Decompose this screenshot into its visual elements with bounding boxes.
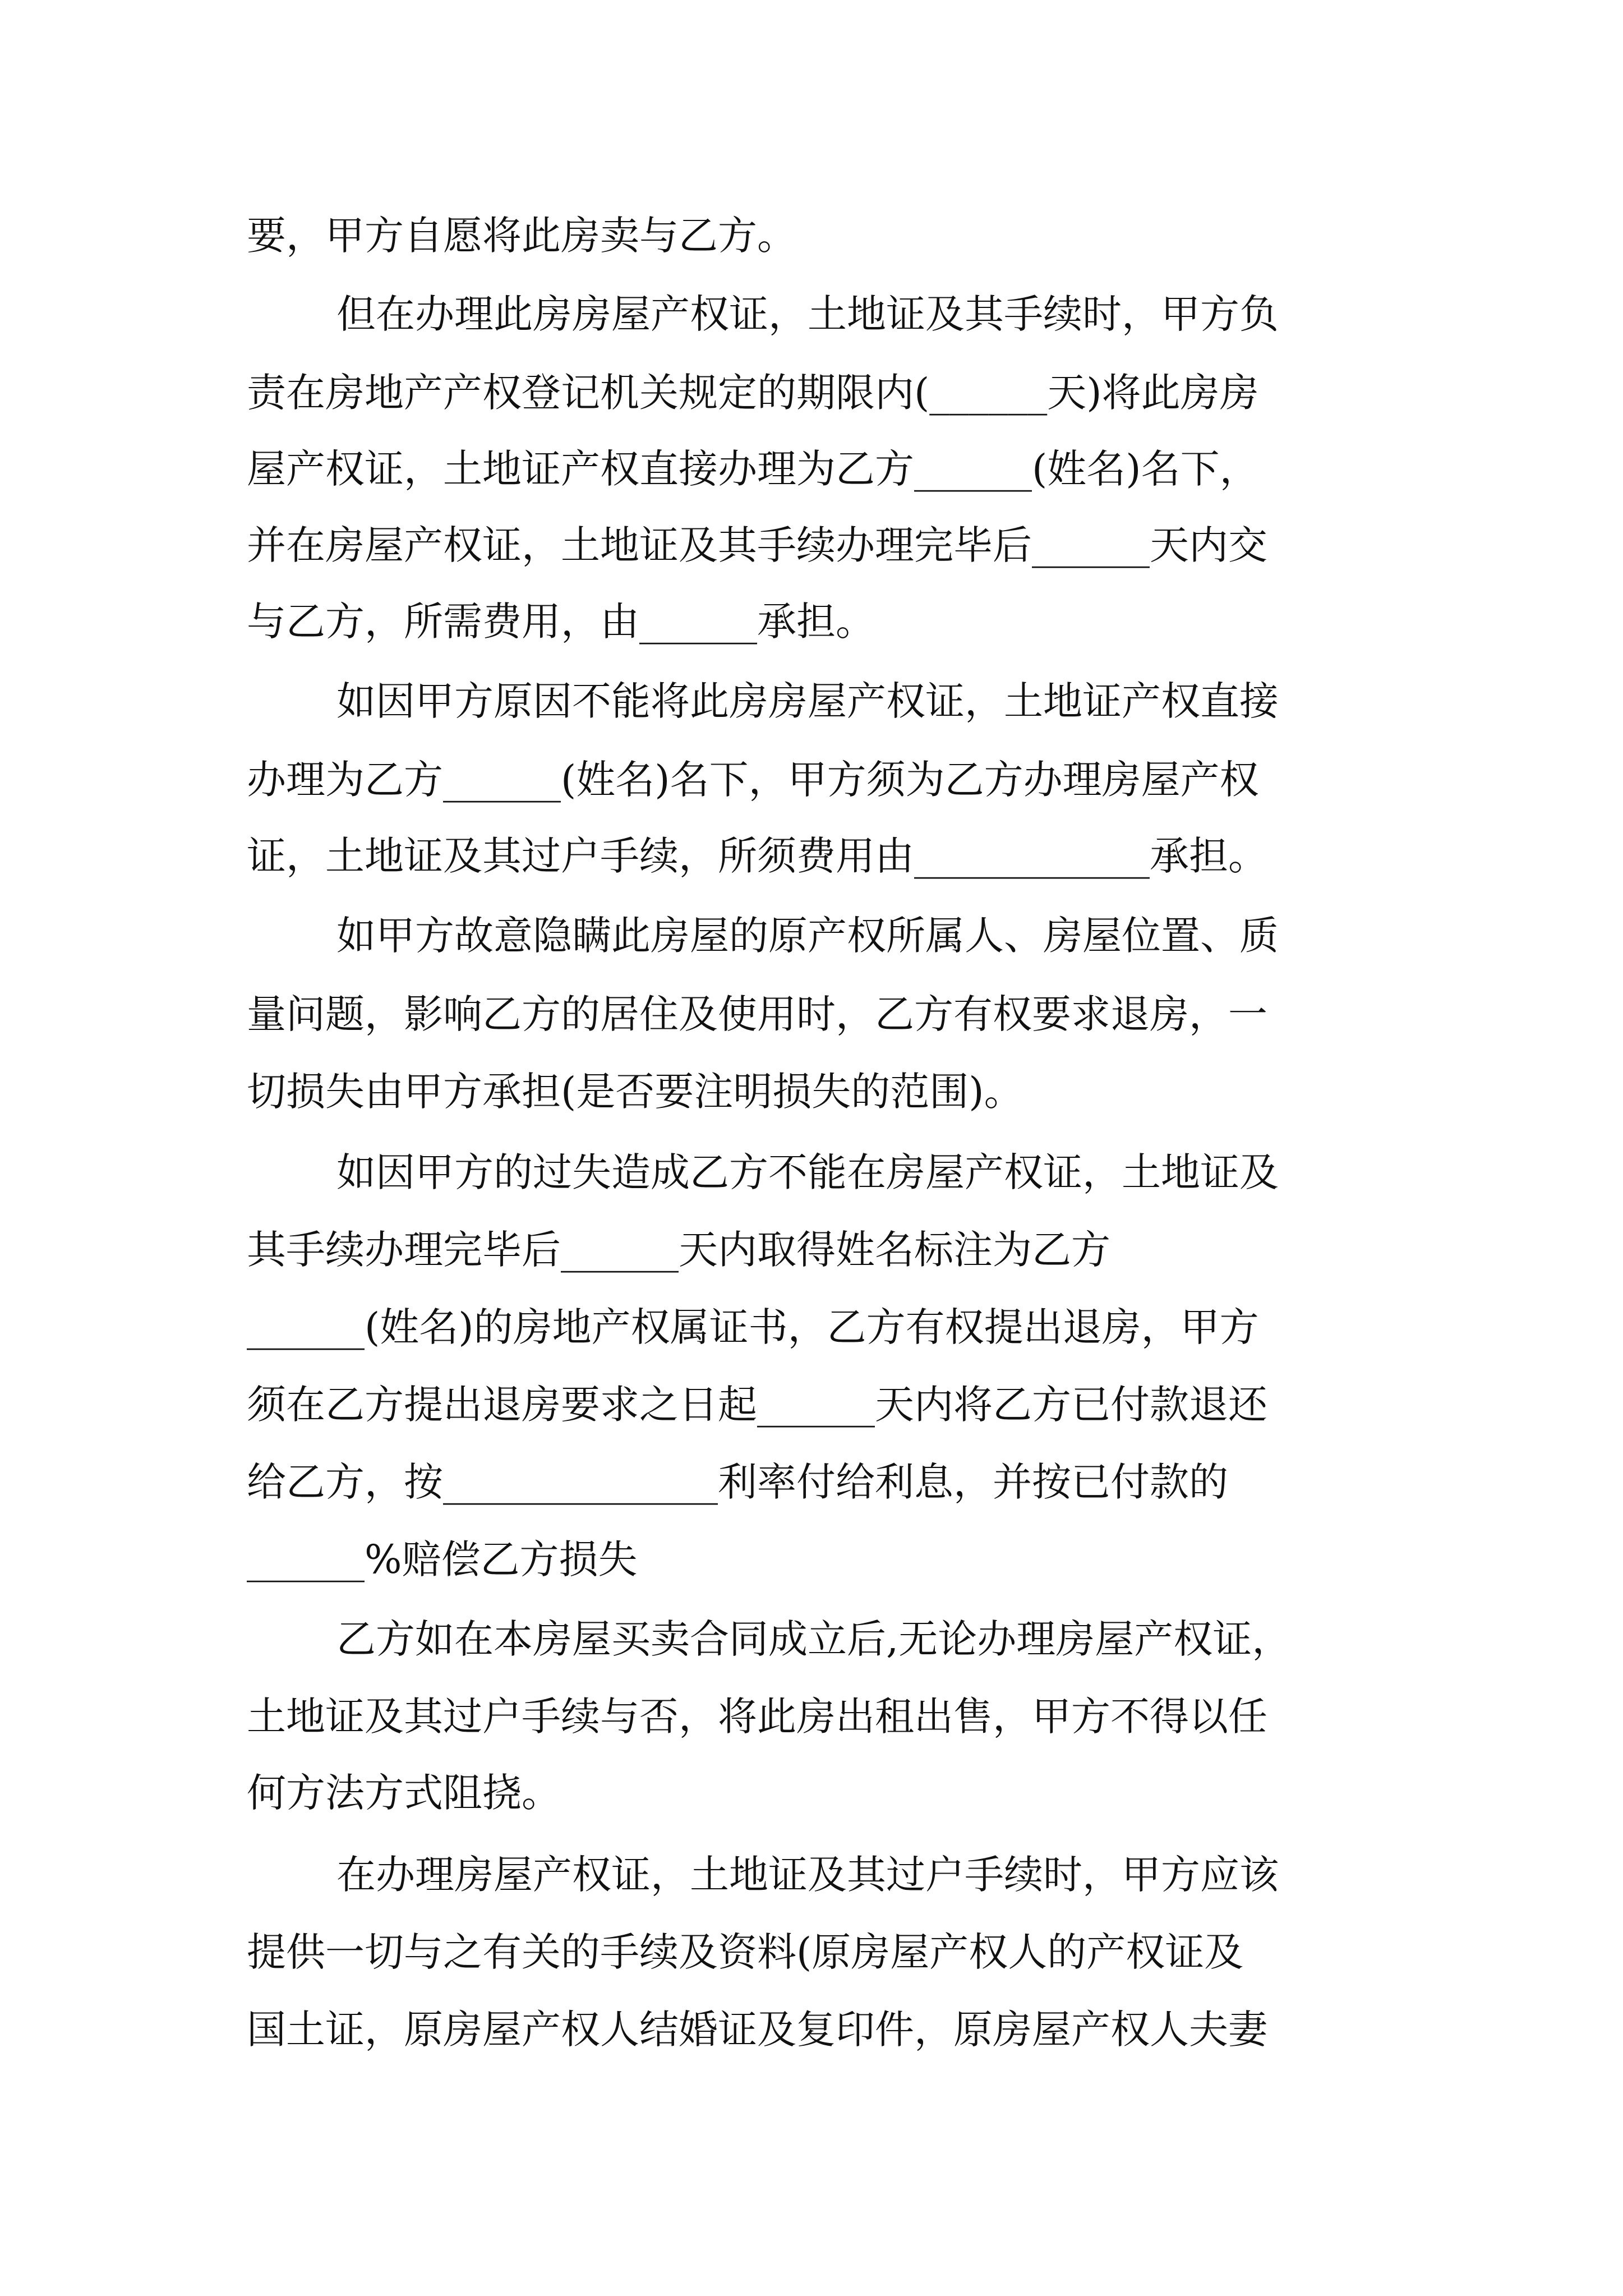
text-line: 土地证及其过户手续与否，将此房出租出售，甲方不得以任 [247, 1694, 1267, 1740]
text-line: 证，土地证及其过户手续，所须费用由____________承担。 [247, 833, 1267, 879]
text-line: 乙方如在本房屋买卖合同成立后,无论办理房屋产权证， [336, 1616, 1292, 1662]
text-line: 须在乙方提出退房要求之日起______天内将乙方已付款退还 [247, 1382, 1267, 1428]
text-line: 何方法方式阻挠。 [247, 1770, 561, 1816]
text-line: 提供一切与之有关的手续及资料(原房屋产权人的产权证及 [247, 1929, 1244, 1975]
text-line: ______%赔偿乙方损失 [247, 1536, 638, 1582]
text-line: 并在房屋产权证，土地证及其手续办理完毕后______天内交 [247, 522, 1267, 568]
text-line: 责在房地产产权登记机关规定的期限内(______天)将此房房 [247, 370, 1259, 416]
text-line: 但在办理此房房屋产权证，土地证及其手续时，甲方负 [336, 291, 1279, 337]
text-line: 如因甲方原因不能将此房房屋产权证，土地证产权直接 [336, 678, 1279, 724]
text-line: 其手续办理完毕后______天内取得姓名标注为乙方 [247, 1227, 1110, 1273]
text-line: 办理为乙方______(姓名)名下，甲方须为乙方办理房屋产权 [247, 757, 1259, 803]
text-line: 要，甲方自愿将此房卖与乙方。 [247, 213, 796, 259]
text-line: 国土证，原房屋产权人结婚证及复印件，原房屋产权人夫妻 [247, 2007, 1267, 2053]
text-line: 屋产权证，土地证产权直接办理为乙方______(姓名)名下， [247, 446, 1259, 492]
text-line: 切损失由甲方承担(是否要注明损失的范围)。 [247, 1069, 1023, 1115]
text-line: 与乙方，所需费用，由______承担。 [247, 599, 875, 645]
text-line: 量问题，影响乙方的居住及使用时，乙方有权要求退房，一 [247, 991, 1267, 1037]
text-line: 如甲方故意隐瞒此房屋的原产权所属人、房屋位置、质 [336, 913, 1279, 959]
text-line: 如因甲方的过失造成乙方不能在房屋产权证，土地证及 [336, 1149, 1279, 1195]
text-line: 在办理房屋产权证，土地证及其过户手续时，甲方应该 [336, 1852, 1279, 1898]
text-line: ______(姓名)的房地产权属证书，乙方有权提出退房，甲方 [247, 1304, 1259, 1350]
text-line: 给乙方，按______________利率付给利息，并按已付款的 [247, 1459, 1228, 1505]
